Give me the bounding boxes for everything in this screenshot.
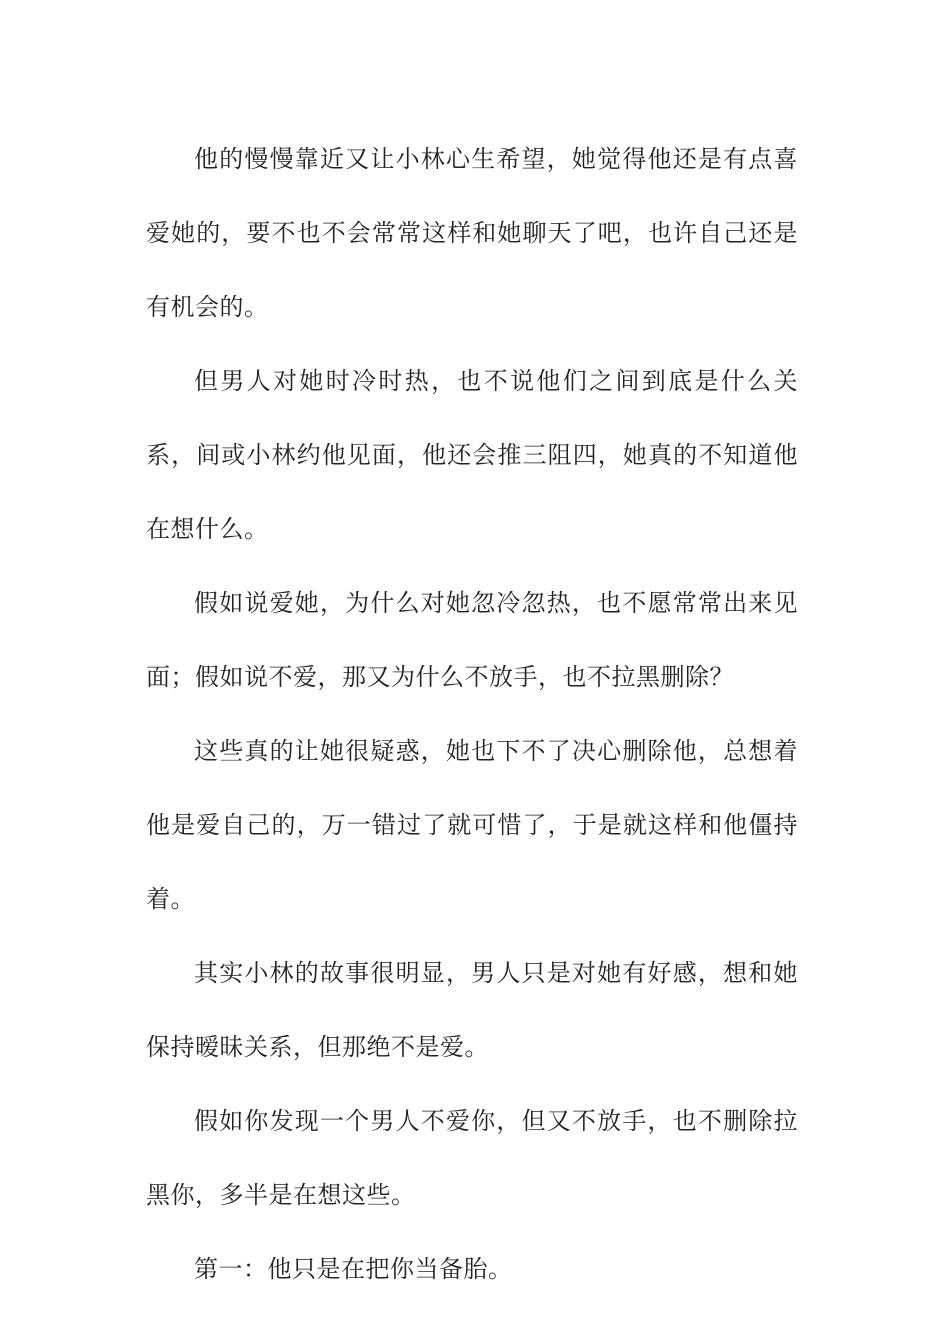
paragraph-7: 第一：他只是在把你当备胎。 <box>194 1255 513 1283</box>
paragraph-3: 假如说爱她，为什么对她忽冷忽热，也不愿常常出来见面；假如说不爱，那又为什么不放手，也不拉黑删除？ <box>146 589 798 691</box>
paragraph-6: 假如你发现一个男人不爱你，但又不放手，也不删除拉黑你，多半是在想这些。 <box>146 1107 798 1209</box>
document-body <box>146 122 798 1306</box>
paragraph-4: 这些真的让她很疑惑，她也下不了决心删除他，总想着他是爱自己的，万一错过了就可惜了，于是就这样和他僵持着。 <box>146 737 798 913</box>
paragraph-2: 但男人对她时冷时热，也不说他们之间到底是什么关系，间或小林约他见面，他还会推三阻四，她真的不知道他在想什么。 <box>146 367 798 543</box>
paragraph-5: 其实小林的故事很明显，男人只是对她有好感，想和她保持暧昧关系，但那绝不是爱。 <box>146 959 798 1061</box>
paragraph-1: 他的慢慢靠近又让小林心生希望，她觉得他还是有点喜爱她的，要不也不会常常这样和她聊天了吧，也许自己还是有机会的。 <box>146 145 798 321</box>
